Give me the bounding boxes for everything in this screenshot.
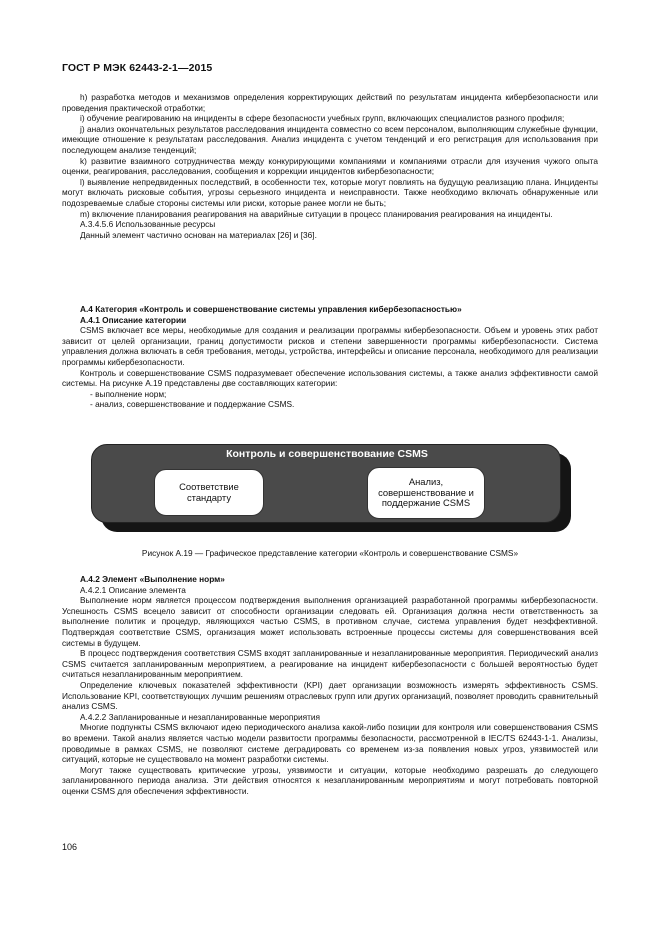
incident-list-block [62, 92, 598, 240]
element-heading: А.4.2 Элемент «Выполнение норм» [80, 574, 225, 584]
figure-title: Контроль и совершенствование CSMS [226, 448, 428, 460]
element-subheading-2: А.4.2.2 Запланированные и незапланированные мероприятия [80, 711, 321, 722]
element-paragraph-5: Могут также существовать критические угрозы, уязвимости и ситуации, которые необходимо разрешать до следующего запланированного периода анализа. Эти действия относятся к незапланированным мероприятиям и могут потребовать повторной оценки CSMS для обеспечения эффективности. [62, 764, 598, 796]
list-item-m: m) включение планирования реагирования на аварийные ситуации в процесс планирования реагирования на инциденты. [80, 208, 553, 219]
category-paragraph-2: Контроль и совершенствование CSMS подразумевает обеспечение использования системы, а также анализ эффективности самой системы. На рисунке А.19 представлены две составляющих категории: [62, 367, 598, 389]
list-item-j: j) анализ окончательных результатов расследования инцидента совместно со всем персоналом, выполняющим служебные функции, имеющие отношение к результатам расследования. Анализ инцидента с учетом тенденций и его регистрация для использования при последующем анализе тенденций; [62, 123, 598, 155]
document-header: ГОСТ Р МЭК 62443-2-1—2015 [62, 62, 213, 74]
category-paragraph-1: CSMS включает все меры, необходимые для создания и реализации программы кибербезопасности. Объем и уровень этих работ зависит от целей организации, границ допустимости рисков и степени завершенности программы кибербезопасности. Система управления должна включать в себя требования, методы, устройства, интерфейсы и описание персонала, необходимого для реализации программы кибербезопасности. [62, 325, 598, 367]
figure-a19 [91, 444, 573, 534]
category-list-item: - анализ, совершенствование и поддержание CSMS. [90, 399, 295, 410]
figure-caption: Рисунок А.19 — Графическое представление категории «Контроль и совершенствование CSMS» [141, 548, 519, 558]
element-paragraph-1: Выполнение норм является процессом подтверждения выполнения организацией разработанной программы кибербезопасности. Успешность CSMS всецело зависит от способности организации следовать ей. Организация должна нести ответственность за выполнение политик и процедур, являющихся частью CSMS, в противном случае, система управления будет неэффективной. Подтверждая соответствие CSMS, организация может использовать встроенные процессы системы для совершенствования всей системы в будущем. [62, 595, 598, 648]
figure-frame [91, 444, 561, 523]
category-heading: А.4 Категория «Контроль и совершенствование системы управления кибербезопасностью» [80, 304, 462, 314]
figure-box-review: Анализ, совершенствование и поддержание CSMS [367, 467, 485, 519]
element-paragraph-4: Многие подпункты CSMS включают идею периодического анализа какой-либо позиции для контроля или совершенствования CSMS во времени. Такой анализ является частью модели развитости программы безопасности, рассмотренной в IEC/TS 62443-1-1. Анализы, проводимые в рамках CSMS, не позволяют системе деградировать со временем из-за появления новых угроз, уязвимостей или ситуаций, которые не существовало на момент разработки системы. [62, 722, 598, 765]
element-subheading-1: А.4.2.1 Описание элемента [80, 584, 186, 595]
page-number: 106 [62, 842, 78, 852]
element-paragraph-2: В процесс подтверждения соответствия CSMS входят запланированные и незапланированные мероприятия. Периодический анализ CSMS считается запланированным мероприятием, а реагирование на инцидент кибербезопасности с большей вероятностью будет считаться незапланированным мероприятием. [62, 648, 598, 680]
resources-text: Данный элемент частично основан на материалах [26] и [36]. [80, 229, 317, 240]
element-paragraph-3: Определение ключевых показателей эффективности (KPI) дает организации возможность измерять эффективность CSMS. Использование KPI, соответствующих лучшим решениям отраслевых групп или других организаций, позволяет проводить сравнительный анализ CSMS. [62, 679, 598, 712]
list-item-l: l) выявление непредвиденных последствий, в особенности тех, которые могут повлиять на будущую реализацию плана. Инциденты могут включать рисковые события, угрозы серьезного инцидента и неисправности. Также необходимо включать обнаруженные или подозреваемые слабые стороны системы или риски, которые ранее могли не быть; [62, 176, 598, 208]
element-section [62, 574, 598, 796]
list-item-h: h) разработка методов и механизмов определения корректирующих действий по результатам инцидента кибербезопасности или проведения практической отработки; [62, 92, 598, 113]
resources-heading: A.3.4.5.6 Использованные ресурсы [80, 219, 216, 230]
figure-box-compliance: Соответствие стандарту [154, 469, 264, 516]
category-list-item: - выполнение норм; [90, 388, 167, 399]
list-item-i: i) обучение реагированию на инциденты в сфере безопасности учебных групп, включающих специалистов разного профиля; [80, 113, 565, 124]
category-subheading: А.4.1 Описание категории [80, 314, 187, 325]
list-item-k: k) развитие взаимного сотрудничества между конкурирующими компаниями и компаниями отрасли для изучения чужого опыта оценки, реагирования, расследования, сообщения и коррекции инцидентов кибербезопасности; [62, 155, 598, 177]
category-section [62, 304, 598, 410]
